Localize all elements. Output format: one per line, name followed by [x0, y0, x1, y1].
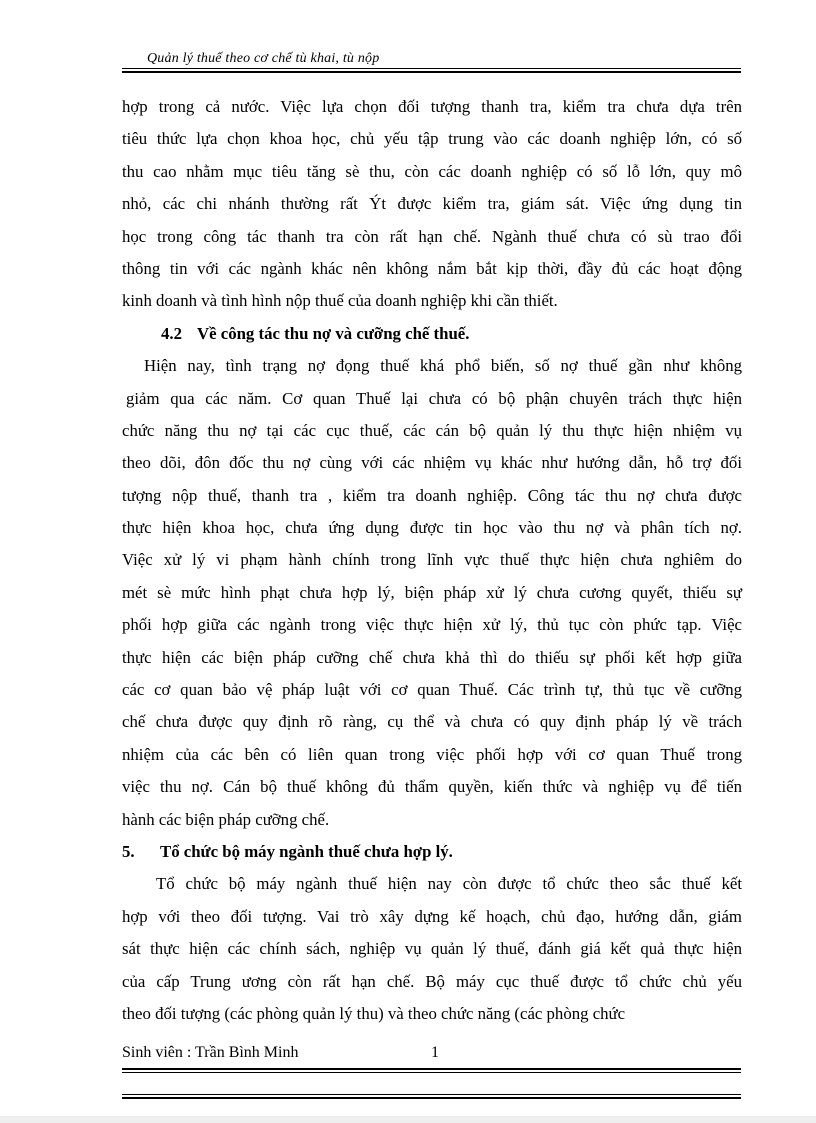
footer-rule-bottom-thin: [122, 1094, 741, 1095]
footer-rule-thin: [122, 1072, 741, 1073]
body-text: [122, 91, 742, 1030]
section-number: 4.2: [161, 323, 182, 343]
paragraph-line: hành các biện pháp cưỡng chế.: [122, 809, 330, 829]
paragraph-line: sát thực hiện các chính sách, nghiệp vụ quản lý thuế, đánh giá kết quả thực hiện: [122, 939, 742, 959]
footer-rule-thick: [122, 1068, 741, 1070]
paragraph-line: của cấp Trung ương còn rất hạn chế. Bộ máy cục thuế được tổ chức chủ yếu: [122, 971, 742, 991]
paragraph-line: thực hiện các biện pháp cưỡng chế chưa khả thì do thiếu sự phối kết hợp giữa: [122, 647, 742, 667]
footer-student: Sinh viên : Trần Bình Minh: [122, 1044, 299, 1061]
paragraph-line: nhỏ, các chi nhánh thường rất Ýt được kiểm tra, giám sát. Việc ứng dụng tin: [122, 194, 742, 214]
paragraph-line: Tổ chức bộ máy ngành thuế hiện nay còn được tổ chức theo sắc thuế kết: [156, 874, 742, 894]
header-rule-thick: [122, 71, 741, 73]
paragraph-line: tiêu thức lựa chọn khoa học, chủ yếu tập trung vào các doanh nghiệp lớn, có số: [122, 129, 742, 149]
footer-rule-bottom-thick: [122, 1097, 741, 1099]
running-header: Quản lý thuế theo cơ chế tù khai, tù nộp: [147, 51, 380, 66]
paragraph-line: Việc xử lý vi phạm hành chính trong lĩnh vực thuế thực hiện chưa nghiêm do: [122, 550, 742, 570]
paragraph-line: thực hiện khoa học, chưa ứng dụng được tin học vào thu nợ và phân tích nợ.: [122, 518, 742, 538]
paragraph-line: các cơ quan bảo vệ pháp luật với cơ quan Thuế. Các trình tự, thủ tục về cưỡng: [122, 680, 742, 700]
paragraph-line: theo dõi, đôn đốc thu nợ cùng với các nhiệm vụ khác như hướng dẫn, hỗ trợ đối: [122, 453, 742, 473]
paragraph-line: học trong công tác thanh tra còn rất hạn chế. Ngành thuế chưa có sù trao đổi: [122, 226, 742, 246]
paragraph-line: giảm qua các năm. Cơ quan Thuế lại chưa có bộ phận chuyên trách thực hiện: [126, 388, 742, 408]
paragraph-line: thông tin với các ngành khác nên không nắm bắt kịp thời, đầy đủ các hoạt động: [122, 258, 742, 278]
paragraph-line: hợp trong cả nước. Việc lựa chọn đối tượng thanh tra, kiểm tra chưa dựa trên: [122, 97, 742, 116]
section-heading-5: [122, 836, 742, 868]
paragraph-line: phối hợp giữa các ngành trong việc thực hiện xử lý, thủ tục còn phức tạp. Việc: [122, 615, 742, 635]
section-title: Tổ chức bộ máy ngành thuế chưa hợp lý.: [160, 841, 453, 861]
paragraph-line: nhiệm của các bên có liên quan trong việc phối hợp với cơ quan Thuế trong: [122, 744, 742, 764]
paragraph-line: kinh doanh và tình hình nộp thuế của doanh nghiệp khi cần thiết.: [122, 291, 558, 311]
paragraph-line: chế chưa được quy định rõ ràng, cụ thể và chưa có quy định pháp lý về trách: [122, 712, 742, 732]
paragraph-line: mét sè mức hình phạt chưa hợp lý, biện pháp xử lý chưa cương quyết, thiếu sự: [122, 582, 742, 602]
paragraph-line: thu cao nhằm mục tiêu tăng sè thu, còn các doanh nghiệp có số lỗ lớn, quy mô: [122, 161, 742, 181]
section-title: Về công tác thu nợ và cưỡng chế thuế.: [197, 323, 470, 343]
page-edge: [0, 1116, 816, 1123]
section-number: 5.: [122, 841, 135, 861]
header-rule-thin: [122, 68, 741, 69]
page-number: 1: [431, 1044, 439, 1061]
paragraph-line: Hiện nay, tình trạng nợ đọng thuế khá phổ biến, số nợ thuế gần như không: [144, 356, 742, 376]
paragraph-line: hợp với theo đối tượng. Vai trò xây dựng kế hoạch, chủ đạo, hướng dẫn, giám: [122, 906, 742, 926]
section-heading-4-2: [122, 318, 742, 350]
paragraph-line: theo đối tượng (các phòng quản lý thu) và theo chức năng (các phòng chức: [122, 1003, 626, 1023]
paragraph-line: tượng nộp thuế, thanh tra , kiểm tra doanh nghiệp. Công tác thu nợ chưa được: [122, 485, 742, 505]
paragraph-line: chức năng thu nợ tại các cục thuế, các cán bộ quản lý thu thực hiện nhiệm vụ: [122, 420, 742, 440]
paragraph-line: việc thu nợ. Cán bộ thuế không đủ thẩm quyền, kiến thức và nghiệp vụ để tiến: [122, 777, 742, 797]
